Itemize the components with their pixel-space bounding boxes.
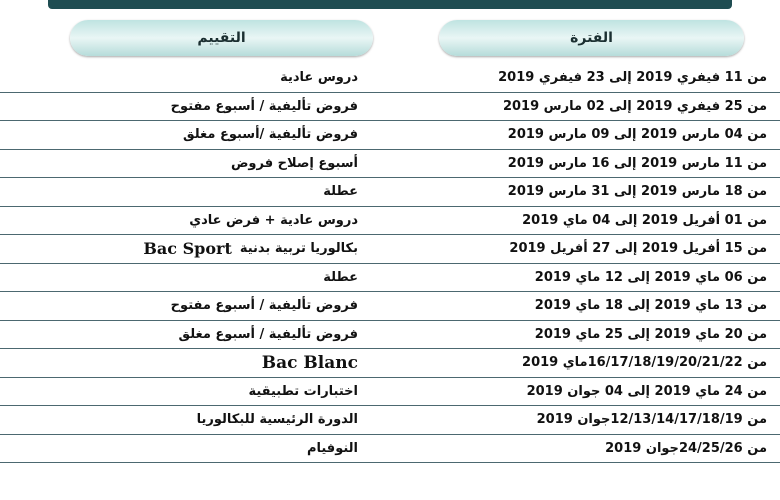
table-row (0, 64, 780, 93)
evaluation-cell: فروض تأليفية / أسبوع مغلق (178, 326, 358, 342)
evaluation-cell: عطلة (323, 184, 358, 200)
evaluation-header-label: التقييم (197, 30, 246, 46)
table-row (0, 121, 780, 150)
evaluation-latin-text: Bac Sport (143, 239, 232, 259)
evaluation-cell: النوفيام (306, 440, 358, 456)
evaluation-cell: أسبوع إصلاح فروض (230, 155, 358, 171)
table-row (0, 378, 780, 407)
evaluation-cell: عطلة (323, 269, 358, 285)
period-cell: من 06 ماي 2019 إلى 12 ماي 2019 (534, 269, 767, 285)
table-row (0, 235, 780, 264)
period-cell: من 24/25/26جوان 2019 (605, 440, 767, 456)
period-cell: من 11 فيفري 2019 إلى 23 فيفري 2019 (498, 70, 767, 86)
evaluation-text: بكالوريا تربية بدنية (239, 241, 358, 257)
table-row (0, 349, 780, 378)
period-column-header (439, 20, 744, 56)
table-row (0, 292, 780, 321)
period-cell: من 25 فيفري 2019 إلى 02 مارس 2019 (502, 98, 767, 114)
period-cell: من 04 مارس 2019 إلى 09 مارس 2019 (507, 127, 767, 143)
table-row (0, 435, 780, 464)
evaluation-cell (18, 235, 358, 263)
period-cell: من 12/13/14/17/18/19جوان 2019 (536, 412, 767, 428)
period-cell: من 11 مارس 2019 إلى 16 مارس 2019 (507, 155, 767, 171)
table-row (0, 321, 780, 350)
period-header-label: الفترة (570, 30, 613, 46)
period-cell: من 24 ماي 2019 إلى 04 جوان 2019 (526, 383, 767, 399)
period-cell: من 20 ماي 2019 إلى 25 ماي 2019 (534, 326, 767, 342)
period-cell: من 16/17/18/19/20/21/22ماي 2019 (522, 355, 767, 371)
table-row (0, 150, 780, 179)
evaluation-cell: Bac Blanc (261, 352, 358, 373)
top-banner-band (48, 0, 732, 9)
table-row (0, 264, 780, 293)
evaluation-cell: فروض تأليفية / أسبوع مفتوح (170, 98, 358, 114)
evaluation-cell: دروس عادية (280, 70, 358, 86)
table-row (0, 93, 780, 122)
evaluation-column-header (70, 20, 373, 56)
schedule-table (0, 64, 780, 463)
period-cell: من 15 أفريل 2019 إلى 27 أفريل 2019 (509, 241, 767, 257)
table-row (0, 406, 780, 435)
period-cell: من 13 ماي 2019 إلى 18 ماي 2019 (534, 298, 767, 314)
evaluation-cell: دروس عادية + فرض عادي (189, 212, 358, 228)
table-row (0, 178, 780, 207)
period-cell: من 18 مارس 2019 إلى 31 مارس 2019 (507, 184, 767, 200)
evaluation-cell: اختبارات تطبيقية (248, 383, 358, 399)
table-row (0, 207, 780, 236)
period-cell: من 01 أفريل 2019 إلى 04 ماي 2019 (522, 212, 767, 228)
evaluation-cell: فروض تأليفية / أسبوع مفتوح (170, 298, 358, 314)
evaluation-cell: الدورة الرئيسية للبكالوريا (196, 412, 358, 428)
evaluation-cell: فروض تأليفية /أسبوع مغلق (183, 127, 358, 143)
